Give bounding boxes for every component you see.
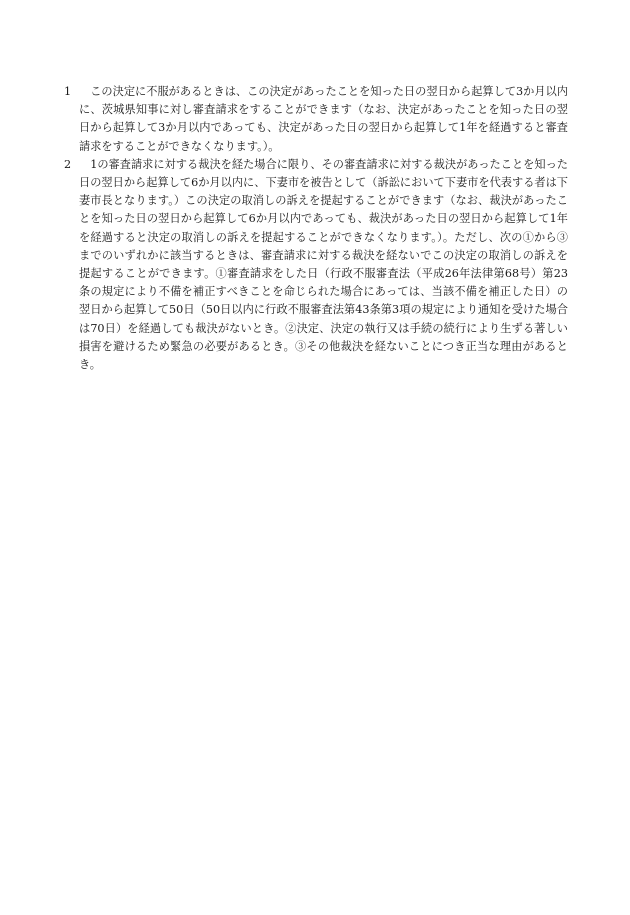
item-number: 1	[64, 85, 72, 98]
notice-item-1	[64, 83, 568, 156]
item-number: 2	[64, 157, 72, 171]
notice-item-2	[64, 156, 568, 374]
item-text: 1の審査請求に対する裁決を経た場合に限り、その審査請求に対する裁決があったことを知った日の翌日から起算して6か月以内に、下妻市を被告として（訴訟において下妻市を代表する者は下妻市長となります。）この決定の取消しの訴えを提起することができます（なお、裁決があったことを知った日の翌日から起算して6か月以内であっても、裁決があった日の翌日から起算して1年を経過すると決定の取消しの訴えを提起することができなくなります。）。ただし、次の①から③までのいずれかに該当するときは、審査請求に対する裁決を経ないでこの決定の取消しの訴えを提起することができます。①審査請求をした日（行政不服審査法（平成26年法律第68号）第23条の規定により不備を補正すべきことを命じられた場合にあっては、当該不備を補正した日）の翌日から起算して50日（50日以内に行政不服審査法第43条第3項の規定により通知を受けた場合は70日）を経過しても裁決がないとき。②決定、決定の執行又は手続の続行により生ずる著しい損害を避けるため緊急の必要があるとき。③その他裁決を経ないことにつき正当な理由があるとき。	[79, 157, 568, 372]
appeal-notice	[64, 83, 568, 374]
item-text: この決定に不服があるときは、この決定があったことを知った日の翌日から起算して3か月以内に、茨城県知事に対し審査請求をすることができます（なお、決定があったことを知った日の翌日から起算して3か月以内であっても、決定があった日の翌日から起算して1年を経過すると審査請求をすることができなくなります。）。	[79, 85, 568, 153]
